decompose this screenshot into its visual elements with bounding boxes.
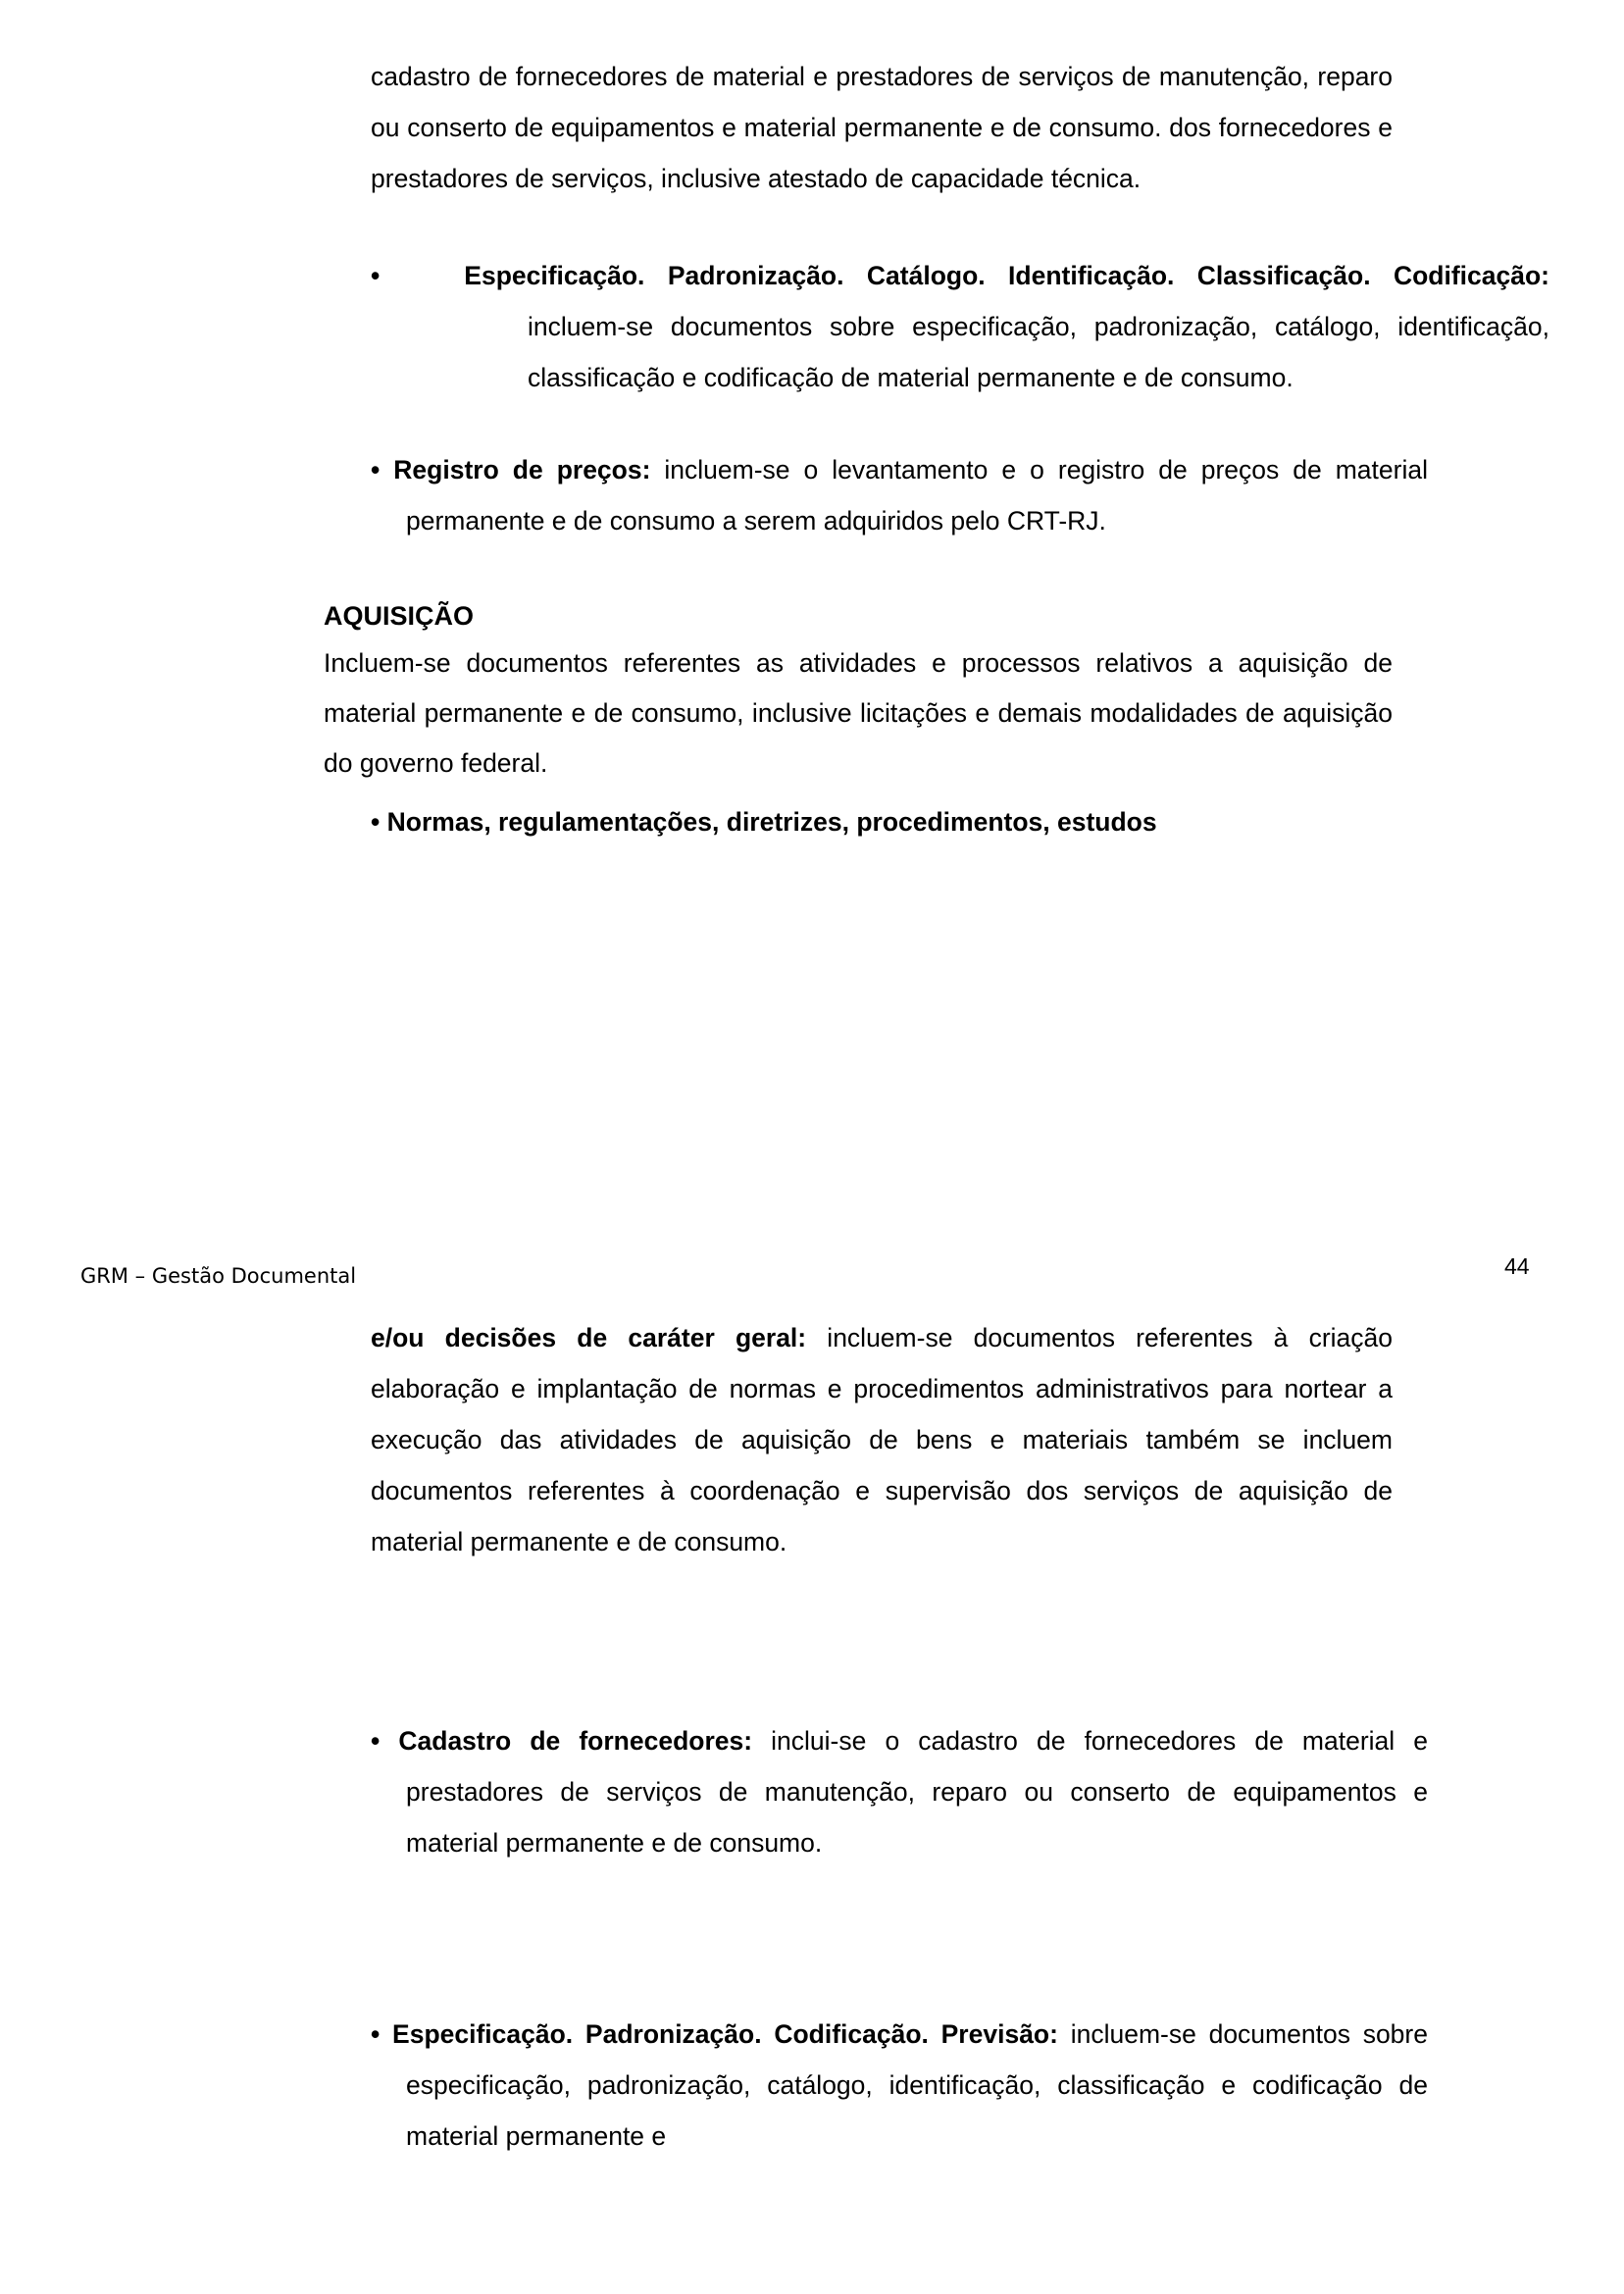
page-number-text: 44	[1504, 1253, 1530, 1279]
paragraph-aquisicao	[324, 638, 1393, 789]
bullet-marker: •	[371, 455, 381, 484]
bullet-especificacao2-paragraph	[371, 2009, 1428, 2162]
bullet-marker: •	[371, 2019, 381, 2049]
bullet-marker: •	[371, 261, 381, 290]
bullet-marker: •	[371, 1726, 381, 1756]
bullet-normas-regulamentacoes	[371, 796, 1393, 847]
bullet-marker: •	[371, 807, 381, 837]
bullet-registro-paragraph	[371, 444, 1428, 546]
bullet-registro-body: incluem-se o levantamento e o registro de preços de material permanente e de consumo a serem adquiridos pelo CRT-RJ.	[406, 455, 1428, 535]
paragraph-continuation-text: cadastro de fornecedores de material e prestadores de serviços de manutenção, reparo ou conserto de equipamentos e material permanente e de consumo. dos fornecedores e prestadores de serviços, inclusive atestado de capacidade técnica.	[371, 62, 1393, 193]
paragraph-decisoes-body: incluem-se documentos referentes à criação elaboração e implantação de normas e procedimentos administrativos para nortear a execução das atividades de aquisição de bens e materiais também se incluem documentos referentes à coordenação e supervisão dos serviços de aquisição de material permanente e de consumo.	[371, 1323, 1393, 1556]
bullet-cadastro-body: inclui-se o cadastro de fornecedores de material e prestadores de serviços de manutenção, reparo ou conserto de equipamentos e material permanente e de consumo.	[406, 1726, 1428, 1858]
paragraph-decisoes-paragraph	[371, 1312, 1393, 1567]
bullet-normas-lead: Normas, regulamentações, diretrizes, procedimentos, estudos	[386, 807, 1157, 837]
bullet-registro-lead: Registro de preços:	[393, 455, 651, 484]
section-heading-text: AQUISIÇÃO	[324, 601, 475, 631]
bullet-cadastro-lead: Cadastro de fornecedores:	[398, 1726, 753, 1756]
bullet-especificacao-padronizacao	[371, 250, 1549, 403]
paragraph-decisoes-lead: e/ou decisões de caráter geral:	[371, 1323, 807, 1352]
bullet-especificacao-body: incluem-se documentos sobre especificação, padronização, catálogo, identificação, classificação e codificação de material permanente e de consumo.	[528, 312, 1549, 392]
bullet-especificacao-paragraph	[371, 250, 1549, 403]
bullet-cadastro-de-fornecedores	[371, 1715, 1428, 1868]
running-header-text: GRM – Gestão Documental	[80, 1264, 357, 1288]
bullet-especificacao-previsao	[371, 2009, 1428, 2162]
section-heading-aquisicao	[324, 596, 1393, 636]
bullet-especificacao-lead: Especificação. Padronização. Catálogo. Identificação. Classificação. Codificação:	[464, 261, 1549, 290]
bullet-especificacao2-body: incluem-se documentos sobre especificação, padronização, catálogo, identificação, classificação e codificação de material permanente e	[406, 2019, 1428, 2151]
running-header	[80, 1263, 356, 1289]
page-number	[1504, 1253, 1530, 1279]
bullet-normas-paragraph	[371, 796, 1393, 847]
paragraph-continuation	[371, 51, 1393, 204]
bullet-especificacao2-lead: Especificação. Padronização. Codificação. Previsão:	[392, 2019, 1058, 2049]
bullet-registro-de-precos	[371, 444, 1428, 546]
paragraph-decisoes-carater-geral	[371, 1312, 1393, 1567]
paragraph-aquisicao-text: Incluem-se documentos referentes as atividades e processos relativos a aquisição de material permanente e de consumo, inclusive licitações e demais modalidades de aquisição do governo federal.	[324, 648, 1393, 778]
bullet-cadastro-paragraph	[371, 1715, 1428, 1868]
